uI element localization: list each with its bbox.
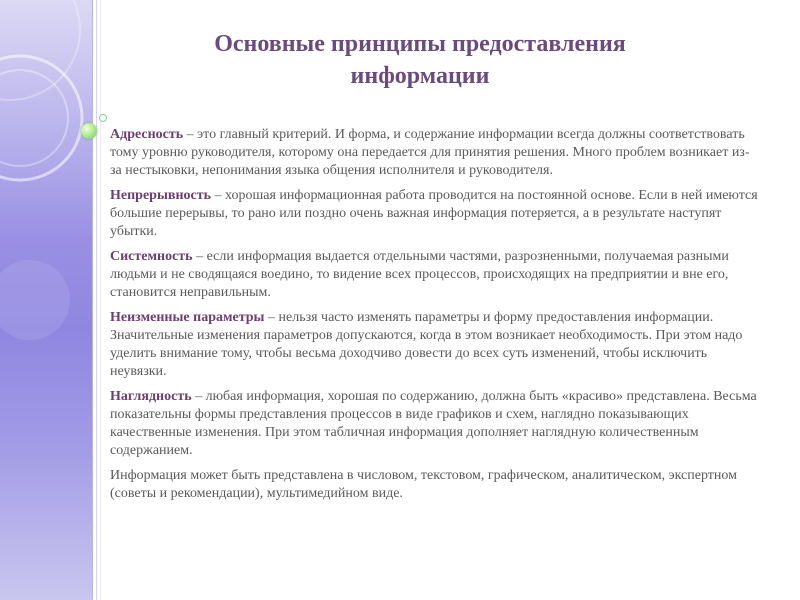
paragraph-addressability bbox=[110, 126, 760, 180]
paragraph-systematic bbox=[110, 248, 760, 302]
ring-inner bbox=[0, 70, 68, 166]
term: Наглядность bbox=[110, 389, 192, 404]
definition: – это главный критерий. И форма, и содержание информации всегда должны соответствовать тому уровню руководителя, которому она передается для принятия решения. Много проблем возникает из-за нестыковки, непонимания языка общения исполнителя и руководителя. bbox=[110, 127, 750, 178]
green-bullet-icon bbox=[81, 123, 97, 139]
paragraph-visibility bbox=[110, 388, 760, 460]
definition: – нельзя часто изменять параметры и форму предоставления информации. Значительные изменения параметров допускаются, когда в этом возникает необходимость. При этом надо уделить внимание тому, чтобы весьма доходчиво довести до всех суть изменений, чтобы исключить неувязки. bbox=[110, 310, 743, 379]
decorative-side-band bbox=[0, 0, 92, 600]
bullet-ring-icon bbox=[99, 114, 107, 122]
paragraph-continuity bbox=[110, 187, 760, 241]
slide-title: Основные принципы предоставления информации bbox=[214, 31, 626, 89]
divider-line bbox=[96, 0, 97, 600]
definition: – хорошая информационная работа проводится на постоянной основе. Если в ней имеются большие перерывы, то рано или поздно очень важная информация потеряется, а в результате наступят убытки. bbox=[110, 188, 758, 239]
term: Непрерывность bbox=[110, 188, 212, 203]
decorative-rings bbox=[0, 0, 92, 600]
term: Неизменные параметры bbox=[110, 310, 265, 325]
soft-disc bbox=[0, 260, 70, 340]
definition: – если информация выдается отдельными частями, разрозненными, получаемая разными людьми и не сводящаяся воедино, то видение всех процессов, происходящих на предприятии и вне его, становится неправильным. bbox=[110, 249, 729, 300]
term: Адресность bbox=[110, 127, 184, 142]
term: Системность bbox=[110, 249, 193, 264]
ring-top bbox=[0, 0, 80, 100]
definition: – любая информация, хорошая по содержанию, должна быть «красиво» представлена. Весьма показательны формы представления процессов в виде графиков и схем, наглядно показывающих качественные изменения. При этом табличная информация дополняет наглядную количественным содержанием. bbox=[110, 389, 757, 458]
slide-content bbox=[110, 126, 760, 510]
paragraph-constant-parameters bbox=[110, 309, 760, 381]
divider-line bbox=[100, 0, 101, 600]
paragraph-closing: Информация может быть представлена в числовом, текстовом, графическом, аналитическом, экспертном (советы и рекомендации), мультимедийном виде. bbox=[110, 468, 737, 501]
divider-line bbox=[92, 0, 93, 600]
